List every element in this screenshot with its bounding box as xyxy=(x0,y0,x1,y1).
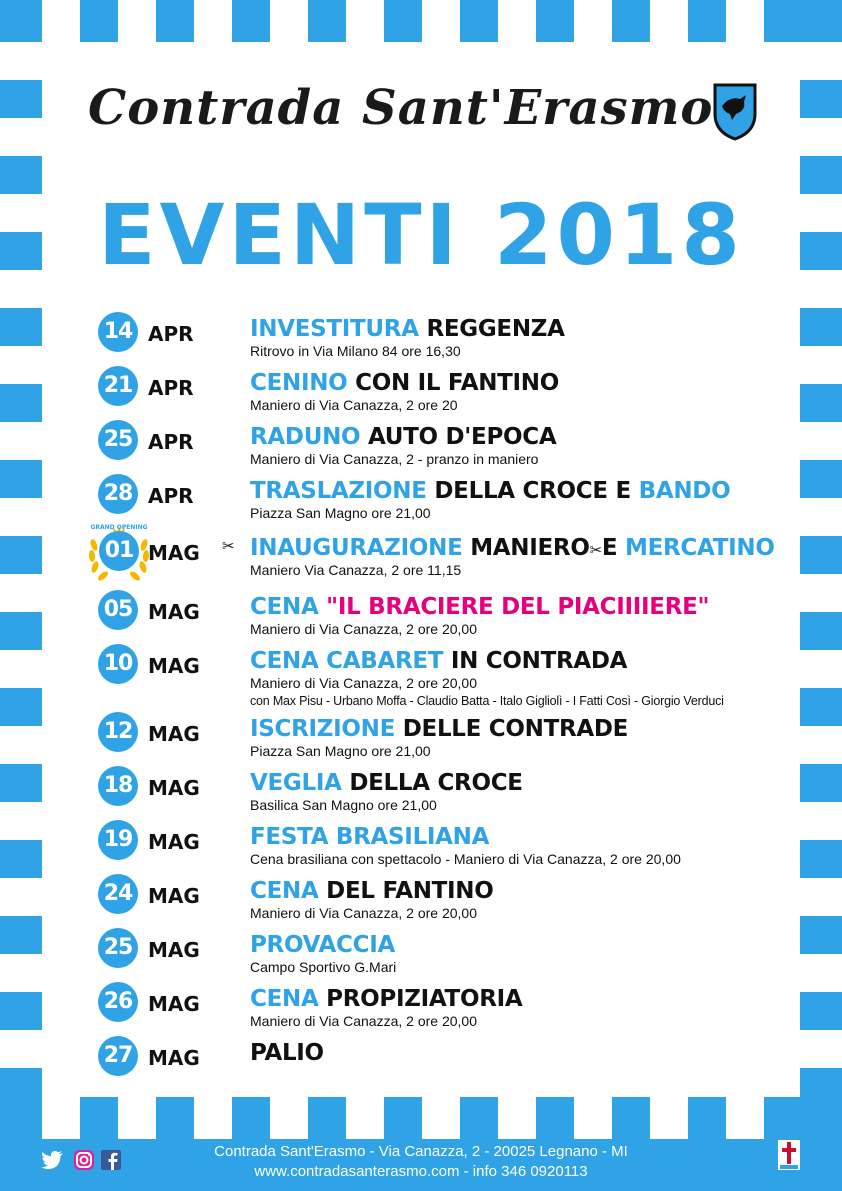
border-tooth xyxy=(0,954,42,992)
event-title-black-2: E xyxy=(601,535,618,561)
event-month: MAG xyxy=(148,722,200,746)
border-tooth xyxy=(800,1030,842,1068)
event-title-blue: INAUGURAZIONE xyxy=(250,535,463,561)
date-badge: 27 xyxy=(98,1036,138,1076)
scissors-icon: ✂ xyxy=(222,538,235,555)
border-tooth xyxy=(346,1097,384,1139)
event-title-blue: CENA CABARET xyxy=(250,648,444,674)
border-tooth xyxy=(42,0,80,42)
event-month: MAG xyxy=(148,1046,200,1070)
event-title xyxy=(250,424,556,450)
event-title-blue-2: BANDO xyxy=(638,478,731,504)
date-badge: 05 xyxy=(98,590,138,630)
event-details: Maniero di Via Canazza, 2 ore 20,00 xyxy=(250,905,477,921)
event-title-blue: TRASLAZIONE xyxy=(250,478,427,504)
event-title-blue: CENA xyxy=(250,986,319,1012)
event-title-black: MANIERO xyxy=(470,535,590,561)
footer-address: Contrada Sant'Erasmo - Via Canazza, 2 - 20025 Legnano - MI xyxy=(214,1143,628,1160)
event-title-blue: CENINO xyxy=(250,370,348,396)
border-tooth xyxy=(0,726,42,764)
border-tooth xyxy=(726,0,764,42)
event-month: MAG xyxy=(148,600,200,624)
grand-label: GRAND xyxy=(90,524,115,531)
event-title-black: PROPIZIATORIA xyxy=(326,986,523,1012)
event-title-black: REGGENZA xyxy=(426,316,565,342)
event-month: APR xyxy=(148,484,194,508)
border-tooth xyxy=(0,498,42,536)
event-month: MAG xyxy=(148,541,200,565)
event-title-black: PALIO xyxy=(250,1040,324,1066)
event-details: Maniero di Via Canazza, 2 - pranzo in maniero xyxy=(250,451,539,467)
border-tooth xyxy=(422,1097,460,1139)
border-tooth xyxy=(800,726,842,764)
border-tooth xyxy=(0,650,42,688)
border-tooth xyxy=(194,1097,232,1139)
event-month: MAG xyxy=(148,830,200,854)
event-title xyxy=(250,986,522,1012)
event-title-black: DELLA CROCE E xyxy=(434,478,631,504)
event-details: Basilica San Magno ore 21,00 xyxy=(250,797,437,813)
border-tooth xyxy=(498,1097,536,1139)
border-tooth xyxy=(0,574,42,612)
border-tooth xyxy=(800,650,842,688)
event-title-blue: RADUNO xyxy=(250,424,361,450)
event-details: Maniero di Via Canazza, 2 ore 20,00 xyxy=(250,621,477,637)
event-title-black: DELLA CROCE xyxy=(349,770,523,796)
event-title xyxy=(250,770,523,796)
event-title-blue: VEGLIA xyxy=(250,770,342,796)
border-tooth xyxy=(800,802,842,840)
event-title-pink: "IL BRACIERE DEL PIACIIIIERE" xyxy=(326,594,710,620)
event-title-blue: ISCRIZIONE xyxy=(250,716,396,742)
event-month: APR xyxy=(148,322,194,346)
event-title-blue: CENA xyxy=(250,878,319,904)
border-tooth xyxy=(800,878,842,916)
contrada-logo-icon xyxy=(776,1138,802,1174)
event-month: APR xyxy=(148,376,194,400)
event-details: Piazza San Magno ore 21,00 xyxy=(250,505,431,521)
date-badge: 10 xyxy=(98,644,138,684)
event-details: Cena brasiliana con spettacolo - Maniero di Via Canazza, 2 ore 20,00 xyxy=(250,851,681,867)
event-title xyxy=(250,535,775,561)
border-tooth xyxy=(574,1097,612,1139)
border-tooth xyxy=(498,0,536,42)
date-badge: 25 xyxy=(98,420,138,460)
border-tooth xyxy=(800,574,842,612)
event-details: Maniero di Via Canazza, 2 ore 20,00 xyxy=(250,675,477,691)
date-badge: 26 xyxy=(98,982,138,1022)
event-title-black: CON IL FANTINO xyxy=(355,370,560,396)
event-details: Campo Sportivo G.Mari xyxy=(250,959,397,975)
event-title-blue-2: MERCATINO xyxy=(625,535,775,561)
border-tooth xyxy=(726,1097,764,1139)
border-tooth xyxy=(800,118,842,156)
contrada-title: Contrada Sant'Erasmo xyxy=(88,80,714,136)
border-tooth xyxy=(650,0,688,42)
border-tooth xyxy=(0,1030,42,1068)
border-tooth xyxy=(0,346,42,384)
border-tooth xyxy=(800,422,842,460)
opening-label: OPENING xyxy=(116,524,148,531)
event-month: MAG xyxy=(148,776,200,800)
event-title-black: IN CONTRADA xyxy=(450,648,628,674)
border-tooth xyxy=(800,954,842,992)
border-tooth xyxy=(0,878,42,916)
event-title-blue: PROVACCIA xyxy=(250,932,395,958)
border-tooth xyxy=(800,346,842,384)
event-title xyxy=(250,824,489,850)
event-details: Piazza San Magno ore 21,00 xyxy=(250,743,431,759)
event-title xyxy=(250,932,395,958)
event-title xyxy=(250,716,628,742)
border-tooth xyxy=(346,0,384,42)
event-month: MAG xyxy=(148,654,200,678)
event-title-black: DELLE CONTRADE xyxy=(402,716,629,742)
border-tooth xyxy=(270,0,308,42)
event-details: Ritrovo in Via Milano 84 ore 16,30 xyxy=(250,343,461,359)
page-title: EVENTI 2018 xyxy=(98,186,744,284)
event-month: MAG xyxy=(148,992,200,1016)
border-tooth xyxy=(194,0,232,42)
date-badge: 12 xyxy=(98,712,138,752)
event-title-black: DEL FANTINO xyxy=(326,878,494,904)
scissors-icon: ✂ xyxy=(589,541,602,559)
border-tooth xyxy=(574,0,612,42)
date-badge: 14 xyxy=(98,312,138,352)
border-tooth xyxy=(118,0,156,42)
grand-opening-label xyxy=(85,524,153,531)
event-month: APR xyxy=(148,430,194,454)
date-badge: 18 xyxy=(98,766,138,806)
event-title-blue: CENA xyxy=(250,594,319,620)
date-badge: 25 xyxy=(98,928,138,968)
event-title-black: AUTO D'EPOCA xyxy=(368,424,557,450)
border-tooth xyxy=(0,42,42,80)
event-title xyxy=(250,478,730,504)
date-badge: 28 xyxy=(98,474,138,514)
event-title xyxy=(250,648,627,674)
event-details: Maniero di Via Canazza, 2 ore 20 xyxy=(250,397,458,413)
border-tooth xyxy=(118,1097,156,1139)
border-tooth xyxy=(0,802,42,840)
event-month: MAG xyxy=(148,884,200,908)
date-badge: 24 xyxy=(98,874,138,914)
event-month: MAG xyxy=(148,938,200,962)
event-title xyxy=(250,594,709,620)
event-details: Maniero di Via Canazza, 2 ore 20,00 xyxy=(250,1013,477,1029)
footer-contact: www.contradasanterasmo.com - info 346 0920113 xyxy=(254,1163,588,1180)
border-tooth xyxy=(422,0,460,42)
date-badge: 21 xyxy=(98,366,138,406)
border-tooth xyxy=(42,1097,80,1139)
date-badge: 19 xyxy=(98,820,138,860)
event-title-blue: INVESTITURA xyxy=(250,316,419,342)
event-details: Maniero Via Canazza, 2 ore 11,15 xyxy=(250,562,462,578)
border-tooth xyxy=(270,1097,308,1139)
border-tooth xyxy=(0,422,42,460)
event-title xyxy=(250,370,559,396)
date-badge: 01 xyxy=(99,531,139,571)
border-tooth xyxy=(800,498,842,536)
event-title xyxy=(250,878,494,904)
event-title xyxy=(250,1040,324,1066)
shield-crow-icon xyxy=(712,82,758,142)
border-tooth xyxy=(0,118,42,156)
event-title-blue: FESTA BRASILIANA xyxy=(250,824,490,850)
event-title xyxy=(250,316,565,342)
border-tooth xyxy=(650,1097,688,1139)
border-tooth xyxy=(800,42,842,80)
event-guests: con Max Pisu - Urbano Moffa - Claudio Batta - Italo Gigliolì - I Fatti Così - Giorgio Verduci xyxy=(250,694,724,708)
